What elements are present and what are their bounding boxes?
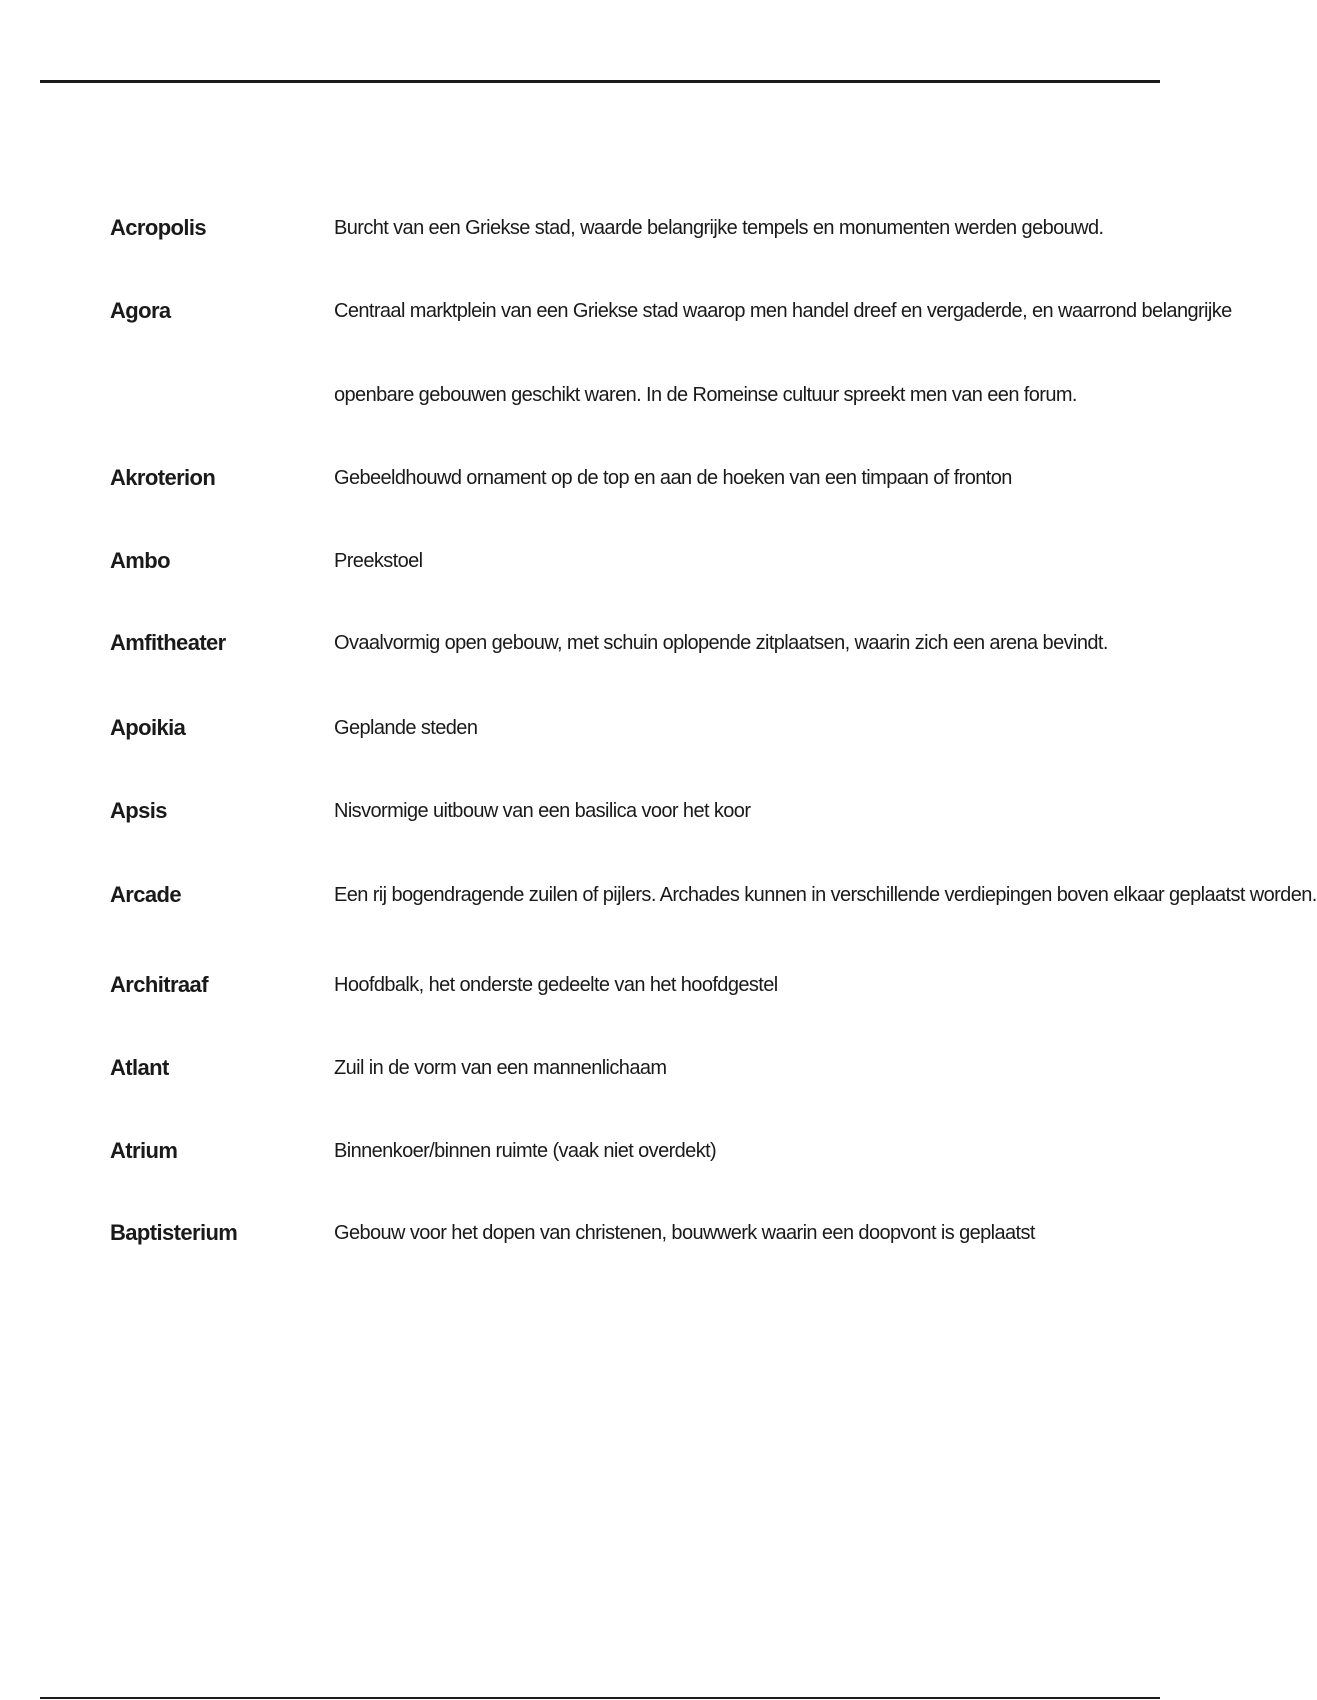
glossary-term: Agora bbox=[110, 298, 171, 323]
definition-line: Binnenkoer/binnen ruimte (vaak niet overdekt) bbox=[334, 1140, 717, 1162]
glossary-term: Atrium bbox=[110, 1138, 178, 1163]
definition-line: Burcht van een Griekse stad, waarde belangrijke tempels en monumenten werden gebouwd. bbox=[334, 217, 1104, 239]
glossary-definition bbox=[334, 970, 1168, 1000]
glossary-term: Atlant bbox=[110, 1055, 169, 1080]
glossary-term: Architraaf bbox=[110, 972, 208, 997]
definition-line: Preekstoel bbox=[334, 550, 423, 572]
glossary-definition bbox=[334, 296, 1232, 410]
glossary-definition bbox=[334, 213, 1168, 243]
glossary-definition bbox=[334, 1218, 1168, 1248]
glossary-term: Acropolis bbox=[110, 215, 207, 240]
glossary-definition bbox=[334, 713, 1168, 743]
glossary-term: Akroterion bbox=[110, 465, 216, 490]
definition-line: Gebouw voor het dopen van christenen, bouwwerk waarin een doopvont is geplaatst bbox=[334, 1222, 1035, 1244]
glossary-definition bbox=[334, 546, 1168, 576]
glossary-term: Arcade bbox=[110, 882, 181, 907]
glossary-definition bbox=[334, 463, 1168, 493]
definition-line: Zuil in de vorm van een mannenlichaam bbox=[334, 1057, 667, 1079]
definition-line: Centraal marktplein van een Griekse stad waarop men handel dreef en vergaderde, en waarrond belangrijke bbox=[334, 300, 1232, 322]
definition-line: Ovaalvormig open gebouw, met schuin oplopende zitplaatsen, waarin zich een arena bevindt. bbox=[334, 632, 1108, 654]
glossary-term: Ambo bbox=[110, 548, 170, 573]
definition-line: openbare gebouwen geschikt waren. In de Romeinse cultuur spreekt men van een forum. bbox=[334, 384, 1077, 406]
glossary-term: Apoikia bbox=[110, 715, 186, 740]
glossary-term: Apsis bbox=[110, 798, 167, 823]
glossary-definition bbox=[334, 880, 1317, 910]
glossary-term: Amfitheater bbox=[110, 630, 226, 655]
glossary-term: Baptisterium bbox=[110, 1220, 238, 1245]
definition-line: Geplande steden bbox=[334, 717, 478, 739]
footer-rule bbox=[40, 1697, 1160, 1699]
glossary-definition bbox=[334, 1136, 1168, 1166]
glossary-definition bbox=[334, 1053, 1168, 1083]
definition-line: Een rij bogendragende zuilen of pijlers. Archades kunnen in verschillende verdiepingen boven elkaar geplaatst worden. bbox=[334, 884, 1317, 906]
definition-line: Hoofdbalk, het onderste gedeelte van het hoofdgestel bbox=[334, 974, 778, 996]
definition-line: Nisvormige uitbouw van een basilica voor het koor bbox=[334, 800, 751, 822]
definition-line: Gebeeldhouwd ornament op de top en aan de hoeken van een timpaan of fronton bbox=[334, 467, 1012, 489]
glossary-definition bbox=[334, 796, 1168, 826]
glossary-definition bbox=[334, 628, 1168, 658]
